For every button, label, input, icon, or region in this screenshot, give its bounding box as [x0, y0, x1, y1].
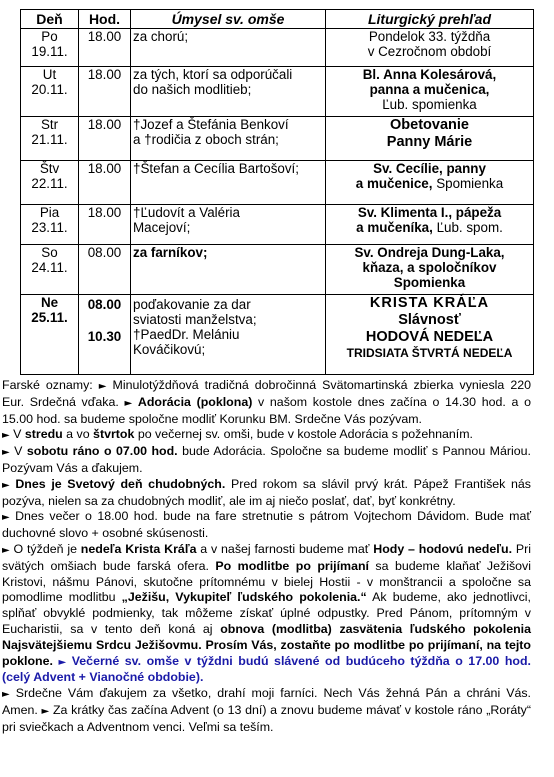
notice-paragraph [2, 477, 531, 510]
day-date: 19.11. [31, 44, 68, 59]
liturgy-line: HODOVÁ NEDEĽA [365, 329, 494, 345]
intent-line: za chorú; [133, 29, 189, 44]
notice-text: V [9, 427, 25, 442]
day-date: 21.11. [31, 132, 68, 147]
arrow-icon: ► [58, 656, 67, 668]
liturgy-cell [326, 295, 534, 375]
liturgy-line: Bl. Anna Kolesárová, [362, 67, 497, 82]
liturgy-line: kňaza, a spoločníkov [362, 260, 497, 275]
liturgy-line: panna a mučenica, [369, 82, 490, 97]
liturgy-line: v Cezročnom období [367, 44, 492, 59]
intent-line: a †rodičia z oboch strán; [133, 132, 279, 147]
notice-text: a vo [62, 427, 94, 442]
notice-bold: stredu [24, 427, 63, 442]
table-row [21, 117, 534, 161]
hour-cell [79, 295, 131, 375]
table-row [21, 245, 534, 295]
arrow-icon: ► [124, 397, 133, 409]
intent-cell [131, 117, 326, 161]
header-day: Deň [21, 10, 79, 29]
liturgy-line: Obetovanie [390, 117, 469, 133]
day-name: Pia [39, 205, 60, 220]
day-cell [21, 67, 79, 117]
notice-text: bude Adorácia. Spoločne sa budeme modliť s Pannou Máriou. Pozývam Vás a ďakujem. [2, 444, 531, 475]
hour-cell: 18.00 [79, 29, 131, 67]
notice-bold: „Ježišu, Vykupiteľ ľudského pokolenia.“ [121, 590, 367, 605]
arrow-icon: ► [41, 705, 50, 717]
notice-paragraph [2, 509, 531, 542]
liturgy-line: Spomienka [393, 275, 466, 290]
intent-cell [131, 245, 326, 295]
liturgy-cell [326, 29, 534, 67]
notice-bold: Dnes je Svetový deň chudobných. [9, 476, 226, 491]
notice-bold: Adorácia (poklona) [137, 394, 253, 409]
arrow-icon: ► [2, 479, 10, 491]
day-name: Ut [42, 67, 57, 82]
notice-text: v našom kostole dnes začína o 14.30 hod. a o 15.00 hod. sa budeme spoločne modliť Korunku BM. Srdečne Vás pozývam. [2, 394, 531, 426]
hour-first: 08.00 [87, 297, 122, 312]
header-hour: Hod. [79, 10, 131, 29]
notice-bold: obnova (modlitba) zasvätenia ľudského pokolenia Najsvätejšiemu Srdcu Ježišovmu. Prosím Vás, zostaňte po modlitbe po prijímaní, na tejto poklone. [2, 621, 531, 668]
arrow-icon: ► [2, 430, 10, 442]
day-cell [21, 245, 79, 295]
liturgy-cell [326, 67, 534, 117]
hour-cell: 08.00 [79, 245, 131, 295]
table-row [21, 67, 534, 117]
parish-notices [2, 378, 531, 736]
notice-blue-text: Večerné sv. omše v týždni budú slávené od budúceho týždňa o 17.00 hod. (celý Advent + Vianočné obdobie). [2, 653, 531, 685]
liturgy-line: Ľub. spom. [436, 220, 503, 235]
arrow-icon: ► [2, 544, 10, 556]
intent-line: Macejoví; [133, 220, 191, 235]
liturgy-cell [326, 117, 534, 161]
notice-text: a v našej farnosti budeme mať [196, 541, 374, 556]
arrow-icon: ► [98, 381, 107, 392]
notice-text: Minulotýždňová tradičná dobročinná Svätomartinská zbierka vyniesla 220 Eur. Srdečná vďaka. [2, 378, 531, 409]
intent-line: †PaedDr. Melániu [133, 327, 240, 342]
mass-schedule-table [20, 9, 534, 375]
day-date: 23.11. [31, 220, 68, 235]
day-name: Ne [40, 295, 59, 310]
notice-bold: sobotu ráno o 07.00 hod. [26, 444, 178, 459]
liturgy-line: Pondelok 33. týždňa [368, 29, 491, 44]
liturgy-cell [326, 161, 534, 205]
intent-line: za farníkov; [133, 245, 208, 260]
intent-cell [131, 205, 326, 245]
day-cell [21, 205, 79, 245]
notice-text: O týždeň je [9, 541, 81, 556]
notice-text: Pri svätých omšiach bude farská ofera. [2, 541, 531, 573]
table-header-row [21, 10, 534, 29]
hour-second: 10.30 [87, 329, 122, 344]
intent-line: Kováčikovú; [133, 342, 206, 357]
notice-text: sa budeme klaňať Ježišovi Kristovi, nášmu Pánovi, skutočne prítomnému v bielej Hostii - v monštrancii a spoločne sa pomodlime modlitbu [2, 558, 531, 605]
notices-lead: Farské oznamy: [2, 378, 93, 392]
notice-text: Ak budeme, ako jednotlivci, splňať obvyklé podmienky, tak môžeme získať úplné odpustky. Pred Pánom, prítomným v Eucharistii, sa v tento deň koná aj [2, 590, 531, 636]
intent-line: †Štefan a Cecília Bartošoví; [133, 161, 299, 176]
table-row [21, 161, 534, 205]
notice-text: Dnes večer o 18.00 hod. bude na fare stretnutie s pátrom Vojtechom Dávidom. Bude mať duchovné slovo + osobné skúsenosti. [2, 509, 531, 541]
day-cell [21, 295, 79, 375]
liturgy-line: Ľub. spomienka [382, 97, 477, 112]
intent-line: poďakovanie za dar [133, 297, 251, 312]
notice-text: Pred rokom sa slávil prvý krát. Pápež František nás pozýva, nielen sa za chudobných modliť, ale im aj niečo poslať, dať, byť konkrétny. [2, 476, 531, 508]
day-date: 25.11. [31, 310, 68, 325]
table-row [21, 205, 534, 245]
notice-bold: nedeľa Krista Kráľa [80, 541, 197, 556]
notice-bold: Hody – hodovú nedeľu. [373, 541, 513, 556]
liturgy-line: Spomienka [436, 176, 504, 191]
notice-paragraph [2, 427, 531, 444]
hour-cell: 18.00 [79, 161, 131, 205]
notice-paragraph [2, 378, 531, 427]
day-date: 24.11. [31, 260, 68, 275]
day-cell [21, 29, 79, 67]
notice-paragraph [2, 542, 531, 686]
intent-line: sviatosti manželstva; [133, 312, 257, 327]
liturgy-cell [326, 245, 534, 295]
liturgy-line: Sv. Klimenta I., pápeža [357, 205, 502, 220]
intent-cell [131, 161, 326, 205]
liturgy-line: Panny Márie [386, 134, 473, 150]
arrow-icon: ► [2, 689, 10, 701]
hour-cell: 18.00 [79, 67, 131, 117]
intent-line: za tých, ktorí sa odporúčali [133, 67, 293, 82]
table-row [21, 29, 534, 67]
table-row [21, 295, 534, 375]
header-intention: Úmysel sv. omše [131, 10, 326, 29]
day-name: Po [41, 29, 58, 44]
arrow-icon: ► [2, 512, 10, 524]
notice-paragraph [2, 444, 531, 477]
day-date: 22.11. [31, 176, 68, 191]
intent-cell [131, 295, 326, 375]
hour-cell: 18.00 [79, 117, 131, 161]
intent-line: †Ľudovít a Valéria [133, 205, 240, 220]
liturgy-line: Slávnosť [398, 312, 461, 328]
liturgy-line: a mučenice, [355, 176, 433, 191]
intent-cell [131, 29, 326, 67]
day-cell [21, 161, 79, 205]
liturgy-line: Sv. Ondreja Dung-Laka, [354, 245, 505, 260]
notice-text: V [9, 444, 27, 459]
liturgy-line: a mučeníka, [356, 220, 433, 235]
header-liturgy: Liturgický prehľad [326, 10, 534, 29]
notice-text: po večernej sv. omši, bude v kostole Adorácia s požehnaním. [134, 427, 474, 442]
liturgy-line: KRISTA KRÁĽA [369, 295, 490, 311]
intent-cell [131, 67, 326, 117]
intent-line: †Jozef a Štefánia Benkoví [133, 117, 289, 132]
day-name: Štv [39, 161, 60, 176]
day-name: Str [40, 117, 59, 132]
notice-paragraph [2, 686, 531, 735]
liturgy-line: TRIDSIATA ŠTVRTÁ NEDEĽA [346, 346, 513, 360]
liturgy-line: Sv. Cecílie, panny [373, 161, 486, 176]
day-name: So [41, 245, 58, 260]
notice-text: Za krátky čas začína Advent (o 13 dní) a znovu budeme mávať v kostole ráno „Roráty“ pri sviečkach a Adventnom venci. Veľmi sa teším. [2, 702, 531, 734]
intent-line: do našich modlitieb; [133, 82, 252, 97]
arrow-icon: ► [2, 447, 10, 459]
day-cell [21, 117, 79, 161]
notice-text: Srdečne Vám ďakujem za všetko, drahí moji farníci. Nech Vás žehná Pán a chráni Vás. Amen. [2, 686, 531, 717]
day-date: 20.11. [31, 82, 68, 97]
notice-bold: Po modlitbe po prijímaní [215, 558, 369, 573]
notice-bold: štvrtok [93, 427, 135, 442]
hour-cell: 18.00 [79, 205, 131, 245]
liturgy-cell [326, 205, 534, 245]
